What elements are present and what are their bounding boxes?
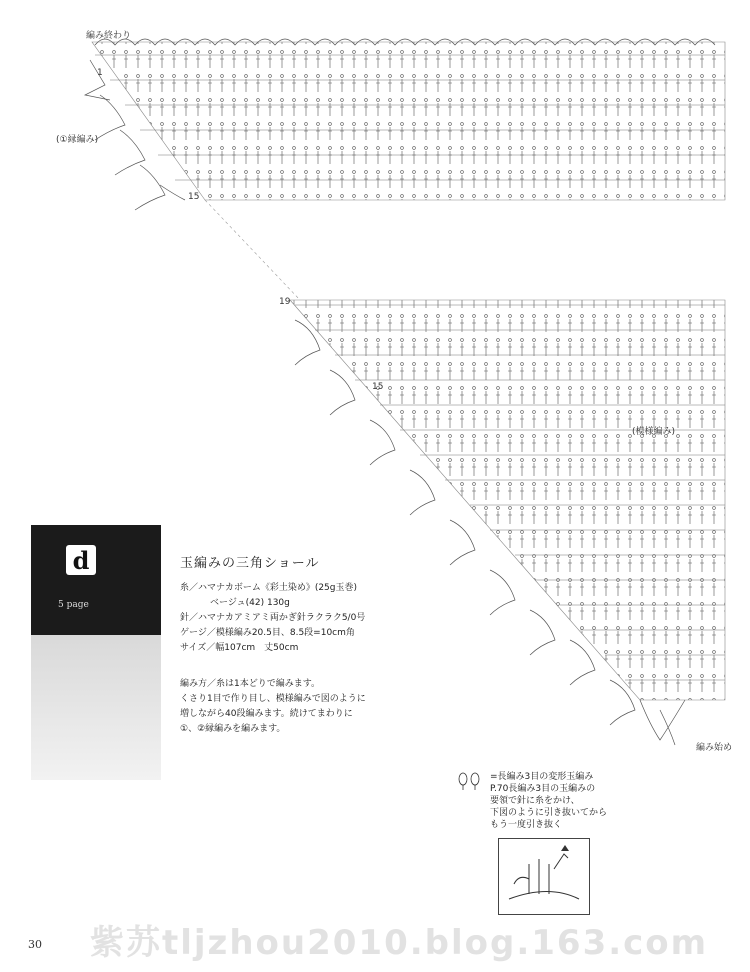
- knitting-method: [180, 677, 440, 737]
- pattern-title: 玉編みの三角ショール: [180, 556, 320, 571]
- label-start: 編み始め: [696, 743, 733, 753]
- row-number-15-top: 15: [188, 192, 200, 202]
- row-number-19: 19: [279, 297, 291, 307]
- legend-line-5: もう一度引き抜く: [490, 820, 563, 830]
- method-line-3: 増しながら40段編みます。続けてまわりに: [180, 709, 353, 719]
- yarn-color-line: ベージュ(42) 130g: [210, 598, 290, 608]
- project-letter: d: [66, 545, 96, 575]
- yarn-line: 糸／ハマナカボーム《彩土染め》(25g玉巻): [180, 583, 358, 593]
- size-line: サイズ／幅107cm 丈50cm: [180, 643, 299, 653]
- title-block: [31, 525, 161, 635]
- top-section: [85, 39, 725, 300]
- gauge-line: ゲージ／模様編み20.5目、8.5段=10cm角: [180, 628, 355, 638]
- legend-line-3: 要領で針に糸をかけ、: [490, 796, 580, 806]
- row-number-1: 1: [97, 68, 103, 78]
- watermark: 紫苏tljzhou2010.blog.163.com: [90, 923, 709, 963]
- label-edge-border: (①縁編み): [56, 135, 99, 145]
- puff-stitch-icon: [455, 771, 485, 791]
- needle-line: 針／ハマナカアミアミ両かぎ針ラクラク5/0号: [180, 613, 366, 623]
- legend-line-1: =長編み3目の変形玉編み: [490, 772, 594, 782]
- legend-line-2: P.70長編み3目の玉編みの: [490, 784, 596, 794]
- label-pattern-stitch: (模様編み): [632, 427, 676, 437]
- label-end: 編み終わり: [86, 31, 132, 41]
- stitch-inset-diagram: [498, 838, 590, 915]
- page-number: 30: [28, 938, 42, 951]
- method-line-1: 編み方／糸は1本どりで編みます。: [180, 679, 321, 689]
- page-reference: 5 page: [58, 600, 89, 610]
- pattern-info: [180, 552, 440, 656]
- row-number-15-mid: 15: [372, 382, 384, 392]
- method-line-4: ①、②縁編みを編みます。: [180, 724, 286, 734]
- model-photo: [31, 635, 161, 780]
- method-line-2: くさり1目で作り目し、模様編みで図のように: [180, 694, 366, 704]
- legend-line-4: 下図のように引き抜いてから: [490, 808, 608, 818]
